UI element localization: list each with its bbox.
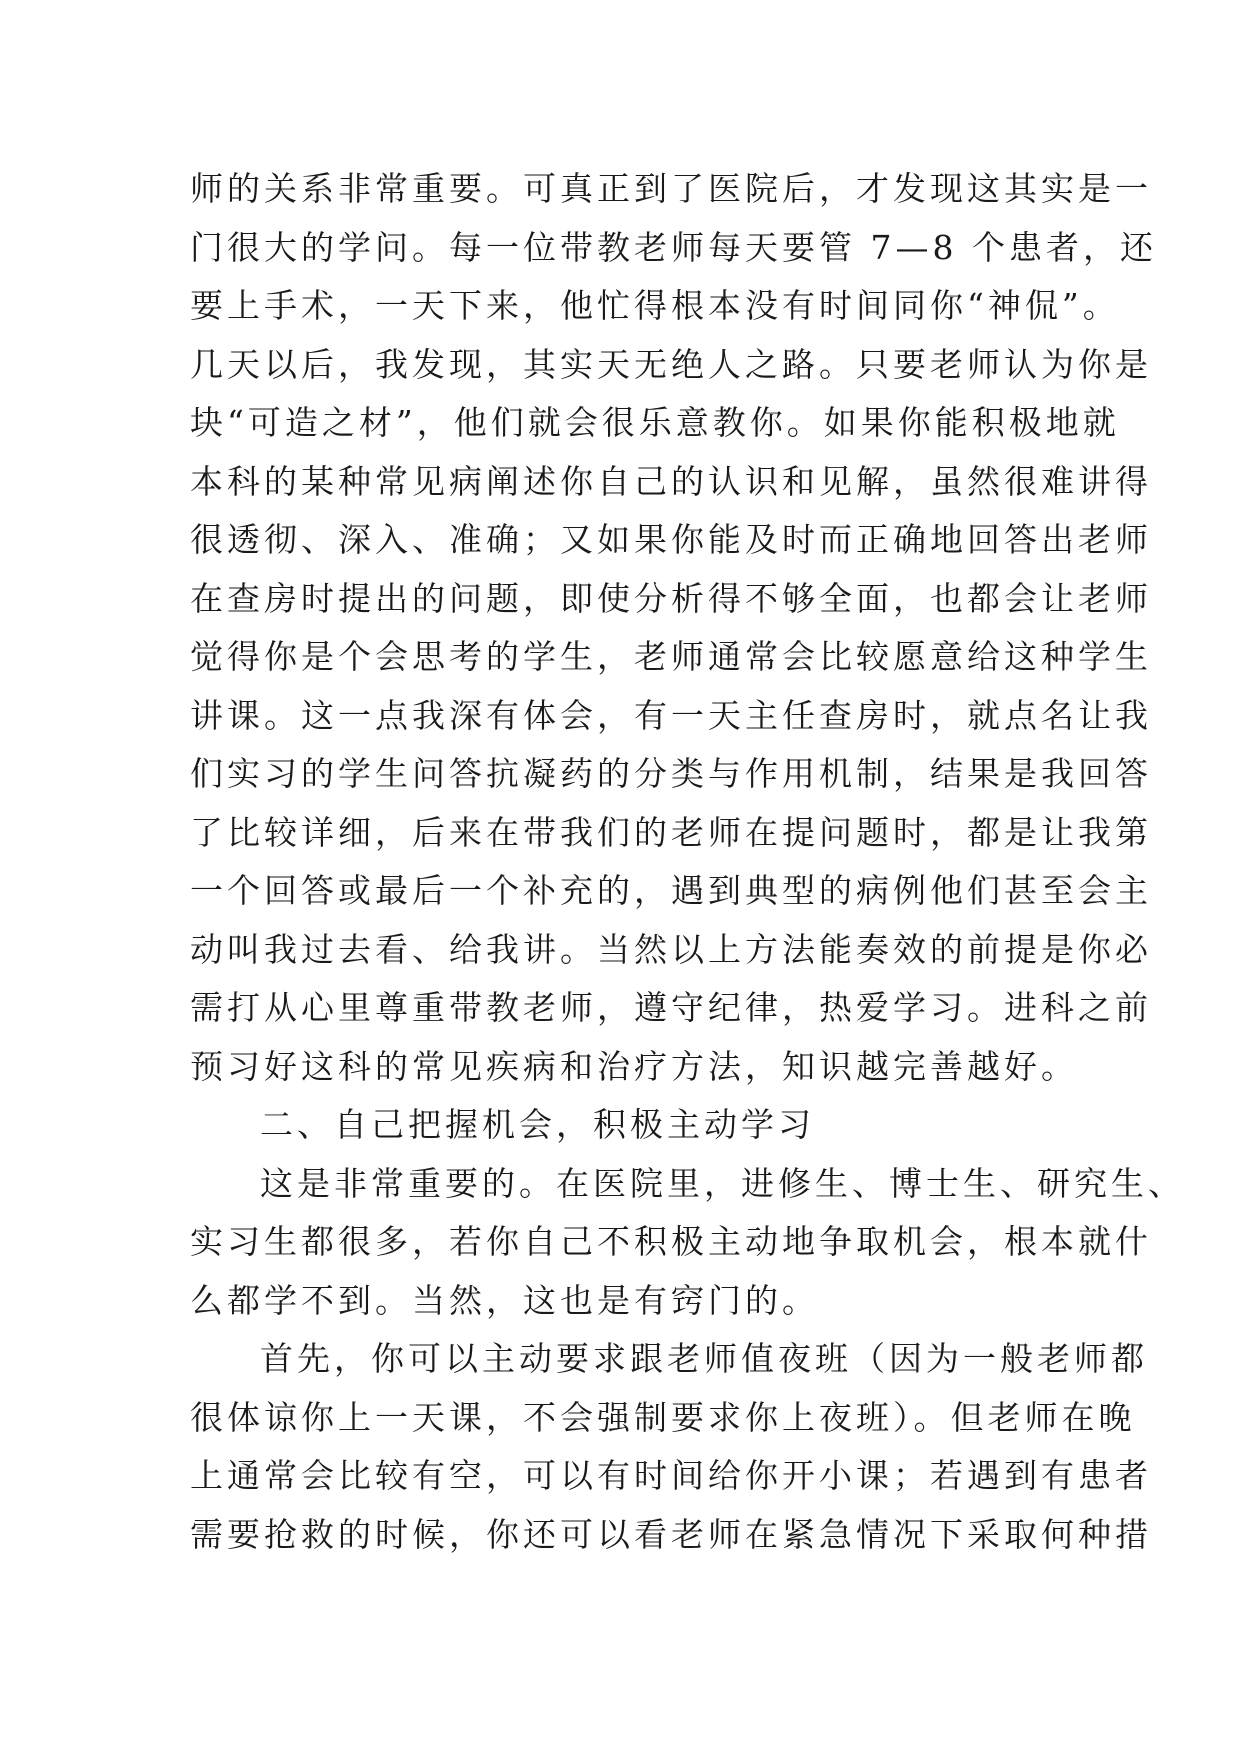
text-line: 需打从心里尊重带教老师，遵守纪律，热爱学习。进科之前 bbox=[190, 988, 1152, 1027]
text-line: 上通常会比较有空，可以有时间给你开小课；若遇到有患者 bbox=[190, 1456, 1152, 1495]
text-line: 门很大的学问。每一位带教老师每天要管 7—8 个患者，还 bbox=[190, 227, 1157, 267]
text-line: 要上手术，一天下来，他忙得根本没有时间同你“神侃”。 bbox=[190, 286, 1120, 325]
text-line: 了比较详细，后来在带我们的老师在提问题时，都是让我第 bbox=[190, 812, 1152, 852]
text-line: 预习好这科的常见疾病和治疗方法，知识越完善越好。 bbox=[190, 1046, 1078, 1086]
text-line: 实习生都很多，若你自己不积极主动地争取机会，根本就什 bbox=[190, 1222, 1152, 1261]
text-line: 们实习的学生问答抗凝药的分类与作用机制，结果是我回答 bbox=[190, 754, 1152, 793]
text-line: 本科的某种常见病阐述你自己的认识和见解，虽然很难讲得 bbox=[190, 461, 1152, 501]
text-line: 需要抢救的时候，你还可以看老师在紧急情况下采取何种措 bbox=[190, 1514, 1152, 1554]
body-text bbox=[190, 160, 1185, 1564]
text-line: 一个回答或最后一个补充的，遇到典型的病例他们甚至会主 bbox=[190, 871, 1152, 910]
text-line: 动叫我过去看、给我讲。当然以上方法能奏效的前提是你必 bbox=[190, 929, 1152, 969]
section-heading: 二、自己把握机会，积极主动学习 bbox=[260, 1105, 815, 1144]
text-line: 很体谅你上一天课，不会强制要求你上夜班）。但老师在晚 bbox=[190, 1397, 1136, 1437]
text-line: 觉得你是个会思考的学生，老师通常会比较愿意给这种学生 bbox=[190, 637, 1152, 676]
text-line: 这是非常重要的。在医院里，进修生、博士生、研究生、 bbox=[260, 1163, 1185, 1203]
text-line: 几天以后，我发现，其实天无绝人之路。只要老师认为你是 bbox=[190, 344, 1152, 384]
text-line: 很透彻、深入、准确；又如果你能及时而正确地回答出老师 bbox=[190, 520, 1152, 559]
text-line: 么都学不到。当然，这也是有窍门的。 bbox=[190, 1280, 819, 1320]
text-line: 师的关系非常重要。可真正到了医院后，才发现这其实是一 bbox=[190, 169, 1152, 208]
text-line: 在查房时提出的问题，即使分析得不够全面，也都会让老师 bbox=[190, 578, 1152, 618]
text-line: 块“可造之材”，他们就会很乐意教你。如果你能积极地就 bbox=[190, 403, 1120, 442]
text-line: 首先，你可以主动要求跟老师值夜班（因为一般老师都 bbox=[260, 1339, 1148, 1378]
text-line: 讲课。这一点我深有体会，有一天主任查房时，就点名让我 bbox=[190, 695, 1152, 735]
